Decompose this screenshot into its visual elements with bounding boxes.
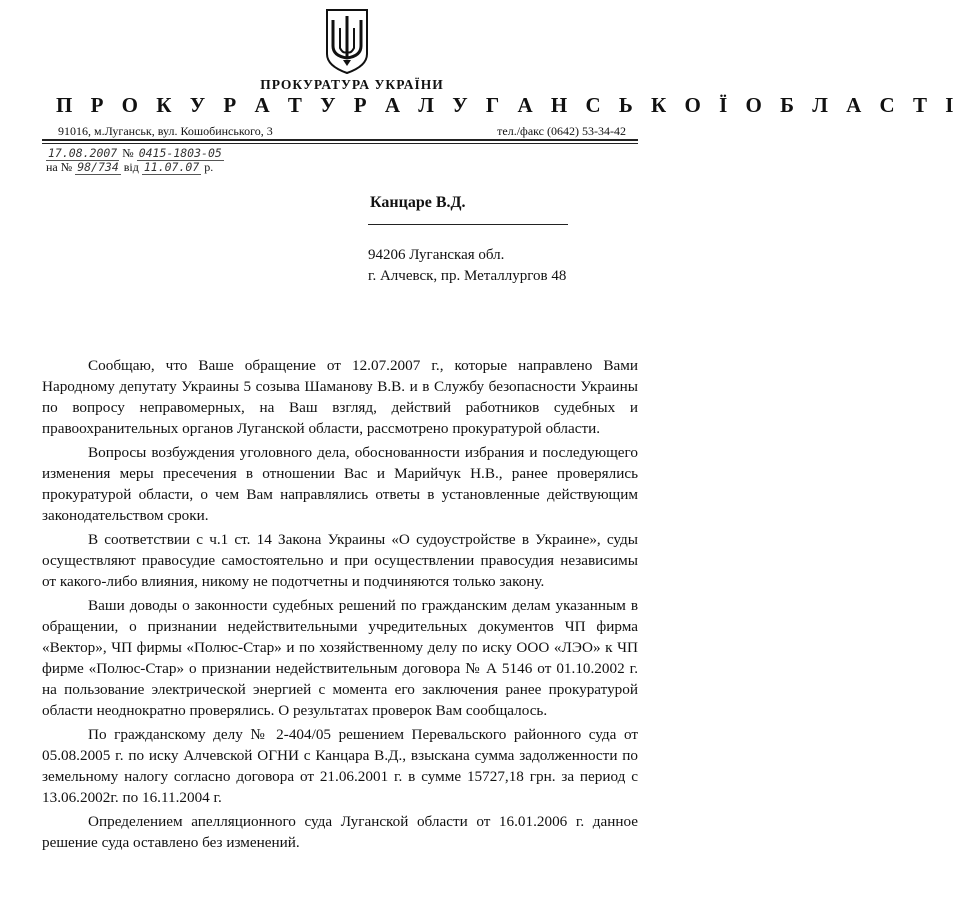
reference-date: 11.07.07 [143, 160, 200, 174]
body-paragraph: Ваши доводы о законности судебных решений по гражданским делам указанным в обращении, о признании недействительными учредительных документов ЧП фирма «Вектор», ЧП фирмы «Полюс-Стар» и по хозяйственному делу по иску ООО «ЛЭО» к ЧП фирме «Полюс-Стар» о признании недействительным договора № А 5146 от 01.10.2002 г. на пользование электрической энергией с момента его заключения ранее прокуратурой области неоднократно проверялись. О результатах проверок Вам сообщалось. [42, 597, 638, 719]
reference-prefix: на № [46, 160, 73, 174]
outgoing-date: 17.08.2007 [48, 146, 118, 160]
letterhead-divider-thin [42, 143, 638, 144]
body-paragraph: Вопросы возбуждения уголовного дела, обоснованности избрания и последующего изменения меры пресечения в отношении Вас и Марийчук Н.В., ранее проверялись прокуратурой области, о чем Вам направлялись ответы в установленные действующим законодательством сроки. [42, 444, 638, 524]
outgoing-number-line [46, 146, 224, 161]
body-paragraph: Сообщаю, что Ваше обращение от 12.07.2007 г., которые направлено Вами Народному депутату Украины 5 созыва Шаманову В.В. и в Службу безопасности Украины по вопросу неправомерных, на Ваш взгляд, действий работников судебных и правоохранительных органов Луганской области, рассмотрено прокуратурой области. [42, 357, 638, 437]
letterhead-divider [42, 139, 638, 141]
reference-from: від [123, 160, 139, 174]
addressee-address-line-1: 94206 Луганская обл. [368, 247, 505, 263]
reference-number-line [46, 160, 213, 175]
reference-number: 98/734 [77, 160, 119, 174]
org-top-title: ПРОКУРАТУРА УКРАЇНИ [260, 77, 444, 92]
reference-suffix: р. [204, 160, 214, 174]
outgoing-number: 0415-1803-05 [138, 146, 222, 160]
body-paragraph: По гражданскому делу № 2-404/05 решением Перевальского районного суда от 05.08.2005 г. по иску Алчевской ОГНИ с Канцара В.Д., взыскана сумма задолженности по земельному налогу согласно договора от 21.06.2001 г. в сумме 15727,18 грн. за период с 13.06.2002г. по 16.11.2004 г. [42, 726, 638, 806]
org-phone: тел./факс (0642) 53-34-42 [497, 124, 626, 138]
outgoing-number-prefix: № [122, 146, 134, 160]
org-address: 91016, м.Луганськ, вул. Кошобинського, 3 [58, 124, 273, 138]
addressee-underline [368, 224, 568, 225]
letter-body [42, 355, 638, 856]
addressee-address-line-2: г. Алчевск, пр. Металлургов 48 [368, 268, 567, 284]
trident-emblem-icon [323, 6, 371, 76]
addressee-name: Канцаре В.Д. [370, 194, 466, 211]
org-main-title: П Р О К У Р А Т У Р А Л У Г А Н С Ь К О Ї О Б Л А С Т І [56, 93, 960, 117]
body-paragraph: В соответствии с ч.1 ст. 14 Закона Украины «О судоустройстве в Украине», суды осуществляют правосудие самостоятельно и при осуществлении правосудия независимы от какого-либо влияния, никому не подотчетны и подчиняются только закону. [42, 531, 638, 590]
body-paragraph: Определением апелляционного суда Луганской области от 16.01.2006 г. данное решение суда оставлено без изменений. [42, 813, 638, 851]
